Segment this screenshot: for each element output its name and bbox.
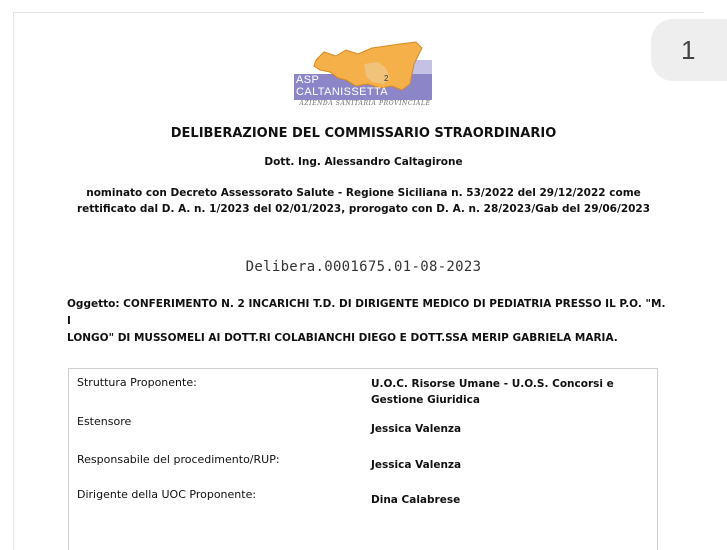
protocol-stamp: Delibera.0001675.01-08-2023 (245, 259, 482, 275)
decree-line-2: rettificato dal D. A. n. 1/2023 del 02/01/2023, prorogato con D. A. n. 28/2023/Gab del 29/06/2023 (76, 203, 651, 215)
row-label: Responsabile del procedimento/RUP: (77, 453, 280, 466)
row-value (371, 457, 641, 473)
logo-tagline: AZIENDA SANITARIA PROVINCIALE (299, 100, 431, 107)
decree-line-1: nominato con Decreto Assessorato Salute - Regione Siciliana n. 53/2022 del 29/12/2022 come (86, 187, 641, 199)
row-value-line-1: U.O.C. Risorse Umane - U.O.S. Concorsi e (371, 378, 614, 390)
decree-text (0, 185, 727, 217)
row-value (371, 376, 641, 408)
row-label: Struttura Proponente: (77, 376, 197, 389)
subject-line-1: Oggetto: CONFERIMENTO N. 2 INCARICHI T.D. DI DIRIGENTE MEDICO DI PEDIATRIA PRESSO IL P.O. "M. I (67, 298, 666, 327)
logo-line-1: ASP (296, 74, 320, 86)
row-value-line-1: Jessica Valenza (371, 459, 462, 471)
map-label: 2 (384, 74, 389, 83)
logo-wordmark (296, 74, 388, 98)
official-name: Dott. Ing. Alessandro Caltagirone (264, 156, 463, 168)
row-value-line-1: Jessica Valenza (371, 423, 462, 435)
subject-text (67, 296, 667, 347)
logo-line-2: CALTANISSETTA (296, 86, 388, 98)
subject-line-2: LONGO" DI MUSSOMELI AI DOTT.RI COLABIANCHI DIEGO E DOTT.SSA MERIP GABRIELA MARIA. (67, 332, 618, 344)
row-value (371, 421, 641, 437)
row-value (371, 492, 641, 508)
page-number-indicator (651, 19, 727, 81)
document-title: DELIBERAZIONE DEL COMMISSARIO STRAORDINARIO (170, 126, 557, 141)
row-value-line-1: Dina Calabrese (371, 494, 461, 506)
row-label: Estensore (77, 415, 132, 428)
row-value-line-2: Gestione Giuridica (371, 394, 480, 406)
page-number: 1 (681, 35, 696, 65)
info-table (68, 368, 658, 550)
row-label: Dirigente della UOC Proponente: (77, 488, 257, 501)
